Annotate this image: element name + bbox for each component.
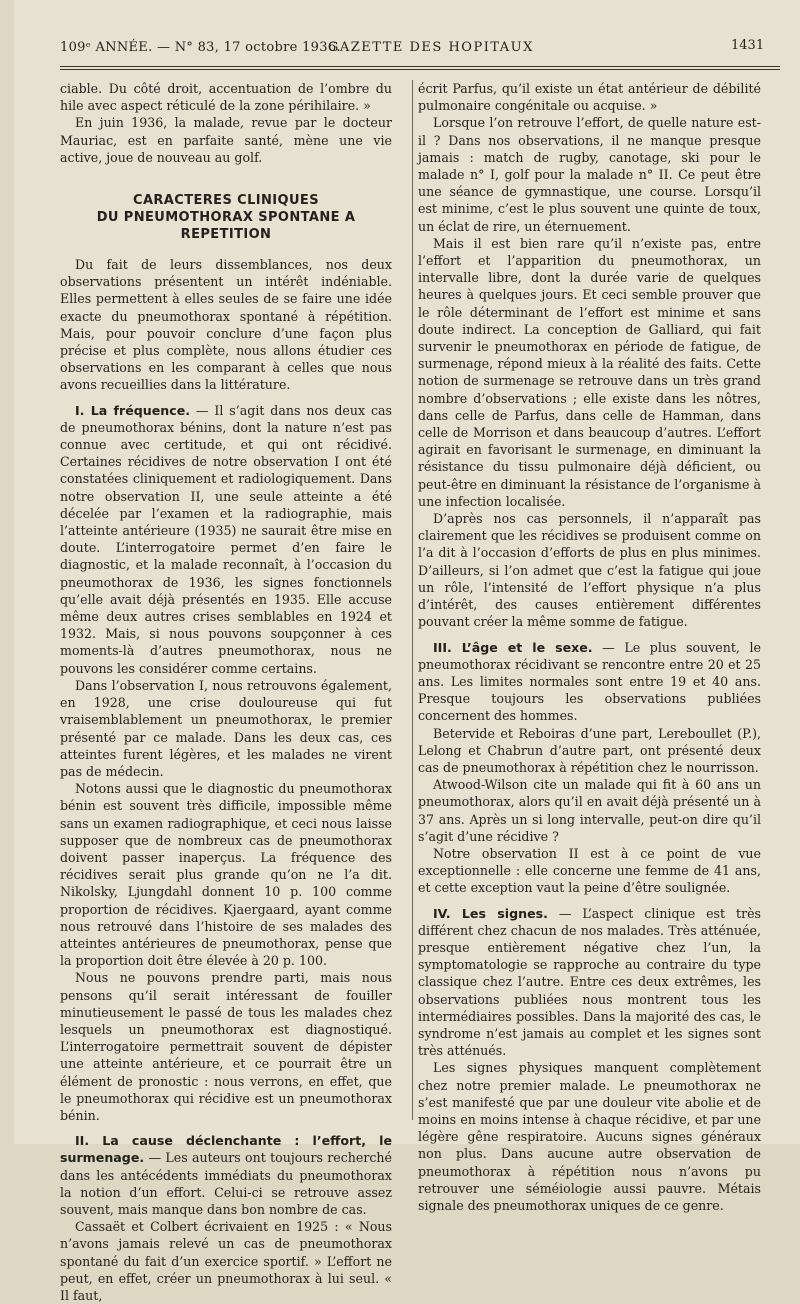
section-2-paragraph (60, 1132, 392, 1218)
header-rule-top (60, 66, 780, 67)
right-paragraph-1: écrit Parfus, qu’il existe un état antérieur de débilité pulmonaire congénitale ou acquise. » (418, 81, 761, 114)
section-title-line-2: DU PNEUMOTHORAX SPONTANE A REPETITION (96, 210, 356, 243)
section-1-paragraph (60, 402, 392, 677)
right-column (418, 80, 761, 1214)
left-column (60, 80, 392, 1304)
section-title-line-1: CARACTERES CLINIQUES (133, 193, 319, 209)
section-1-text: — Il s’agit dans nos deux cas de pneumothorax bénins, dont la nature n’est pas connue avec certitude, et qui ont récidivé. Certaines récidives de notre observation I ont été constatées cliniquement et radiologiquement. Dans notre observation II, une seule atteinte a été décelée par l’examen et la radiographie, mais l’atteinte antérieure (1935) ne saurait être mise en doute. L’interrogatoire permet d’en faire le diagnostic, et la malade reconnaît, à l’occasion du pneumothorax de 1936, les signes fonctionnels qu’elle avait déjà présentés en 1935. Elle accuse même deux autres crises semblables en 1924 et 1932. Mais, si nous pouvons soupçonner à ces moments-là d’autres pneumothorax, nous ne pouvons les considérer comme certains. (60, 402, 393, 676)
header-rule-bottom (60, 69, 780, 70)
intro-paragraph-2: En juin 1936, la malade, revue par le docteur Mauriac, est en parfaite santé, mène une vie active, joue de nouveau au golf. (60, 115, 392, 165)
section-3-paragraph (418, 639, 761, 725)
section-3-heading: III. L’âge et le sexe. (433, 639, 593, 655)
section-1-paragraph-4: Nous ne pouvons prendre parti, mais nous pensons qu’il serait intéressant de fouiller minutieusement le passé de tous les malades chez lesquels un pneumothorax est diagnostiqué. L’interrogatoire permettrait souvent de dépister une atteinte antérieure, et ce pourrait être un élément de pronostic : nous verrons, en effet, que le pneumothorax qui récidive est un pneumothorax bénin. (60, 970, 392, 1123)
section-2-paragraph-2: Cassaët et Colbert écrivaient en 1925 : « Nous n’avons jamais relevé un cas de pneumothorax spontané du fait d’un exercice sportif. » L’effort ne peut, en effet, créer un pneumothorax à lui seul. « Il faut, (60, 1219, 392, 1303)
section-3-paragraph-2: Betervide et Reboiras d’une part, Lereboullet (P.), Lelong et Chabrun d’autre part, ont présenté deux cas de pneumothorax à répétition chez le nourrisson. (418, 725, 761, 775)
section-3-paragraph-4: Notre observation II est à ce point de vue exceptionnelle : elle concerne une femme de 41 ans, et cette exception vaut la peine d’être soulignée. (418, 845, 761, 896)
header-journal-title: GAZETTE DES HOPITAUX (328, 40, 534, 55)
intro-discussion-paragraph: Du fait de leurs dissemblances, nos deux observations présentent un intérêt indéniable. Elles permettent à elles seules de se faire une idée exacte du pneumothorax spontané à répétition. Mais, pour pouvoir conclure d’une façon plus précise et plus complète, nous allons étudier ces observations en les comparant à celles que nous avons recueillies dans la littérature. (60, 257, 392, 393)
section-4-paragraph (418, 905, 761, 1060)
section-4-text: — L’aspect clinique est très différent chez chacun de nos malades. Très atténuée, presque entièrement négative chez l’un, la symptomatologie se rapproche au contraire du type classique chez l’autre. Entre ces deux extrêmes, les observations publiées nous montrent tous les intermédiaires possibles. Dans la majorité des cas, le syndrome n’est jamais au complet et les signes sont très atténués. (418, 905, 761, 1059)
section-3-paragraph-3: Atwood-Wilson cite un malade qui fit à 60 ans un pneumothorax, alors qu’il en avait déjà présenté un à 37 ans. Après un si long intervalle, peut-on dire qu’il s’agit d’une récidive ? (418, 777, 761, 844)
section-2-text: — Les auteurs ont toujours recherché dans les antécédents immédiats du pneumothorax la notion d’un effort. Celui-ci se retrouve assez souvent, mais manque dans bon nombre de cas. (60, 1150, 392, 1217)
section-4-paragraph-2: Les signes physiques manquent complètement chez notre premier malade. Le pneumothorax ne s’est manifesté que par une douleur vite abolie et de moins en moins intense à chaque récidive, et par une légère gêne respiratoire. Aucuns signes généraux non plus. Dans aucune autre observation de pneumothorax à répétition nous n’avons pu retrouver une séméiologie aussi pauvre. Métais signale des pneumothorax uniques de ce genre. (418, 1060, 761, 1213)
column-divider (412, 80, 413, 1120)
section-title (60, 192, 392, 243)
right-paragraph-3: Mais il est bien rare qu’il n’existe pas, entre l’effort et l’apparition du pneumothorax, un intervalle libre, dont la durée varie de quelques heures à quelques jours. Et ceci semble prouver que le rôle déterminant de l’effort est minime et sans doute indirect. La conception de Galliard, qui fait survenir le pneumothorax en période de fatigue, de surmenage, répond mieux à la réalité des faits. Cette notion de surmenage se retrouve dans un très grand nombre d’observations ; elle existe dans les nôtres, dans celle de Parfus, dans celle de Hamman, dans celle de Morrison et dans beaucoup d’autres. L’effort agirait en favorisant le surmenage, en diminuant la résistance du tissu pulmonaire déjà déficient, ou peut-être en diminuant la résistance de l’organisme à une infection localisée. (418, 235, 761, 509)
section-1-paragraph-3: Notons aussi que le diagnostic du pneumothorax bénin est souvent très difficile, impossible même sans un examen radiographique, et ceci nous laisse supposer que de nombreux cas de pneumothorax doivent passer inaperçus. La fréquence des récidives serait plus grande qu’on ne l’a dit. Nikolsky, Ljungdahl donnent 10 p. 100 comme proportion de récidives. Kjaergaard, ayant comme nous retrouvé dans l’histoire de ses malades des atteintes antérieures de pneumothorax, pense que la proportion doit être élevée à 20 p. 100. (60, 781, 392, 969)
header-page-number: 1431 (731, 38, 765, 53)
right-paragraph-2: Lorsque l’on retrouve l’effort, de quelle nature est-il ? Dans nos observations, il ne manque presque jamais : match de rugby, canotage, ski pour le malade n° I, golf pour la malade n° II. Ce peut être une séance de gymnastique, une course. Lorsqu’il est minime, c’est le plus souvent une quinte de toux, un éclat de rire, un éternuement. (418, 115, 761, 234)
section-4-heading: IV. Les signes. (433, 905, 548, 921)
right-paragraph-4: D’après nos cas personnels, il n’apparaît pas clairement que les récidives se produisent comme on l’a dit à l’occasion d’efforts de plus en plus minimes. D’ailleurs, si l’on admet que c’est la fatigue qui joue un rôle, l’intensité de l’effort physique n’a plus d’intérêt, des causes entièrement différentes pouvant créer la même somme de fatigue. (418, 511, 761, 630)
section-1-heading: I. La fréquence. (75, 402, 191, 418)
section-3-text: — Le plus souvent, le pneumothorax récidivant se rencontre entre 20 et 25 ans. Les limites normales sont entre 19 et 40 ans. Presque toujours les observations publiées concernent des hommes. (418, 639, 761, 724)
section-1-paragraph-2: Dans l’observation I, nous retrouvons également, en 1928, une crise douloureuse qui fut vraisemblablement un pneumothorax, le premier présenté par ce malade. Dans les deux cas, ces atteintes furent légères, et les malades ne virent pas de médecin. (60, 677, 392, 779)
header-issue-info: 109ᵉ ANNÉE. — N° 83, 17 octobre 1936. (60, 40, 341, 55)
intro-paragraph-1: ciable. Du côté droit, accentuation de l’ombre du hile avec aspect réticulé de la zone périhilaire. » (60, 81, 392, 114)
section-2-heading: II. La cause déclenchante : l’effort, le surmenage. (60, 1133, 392, 1166)
